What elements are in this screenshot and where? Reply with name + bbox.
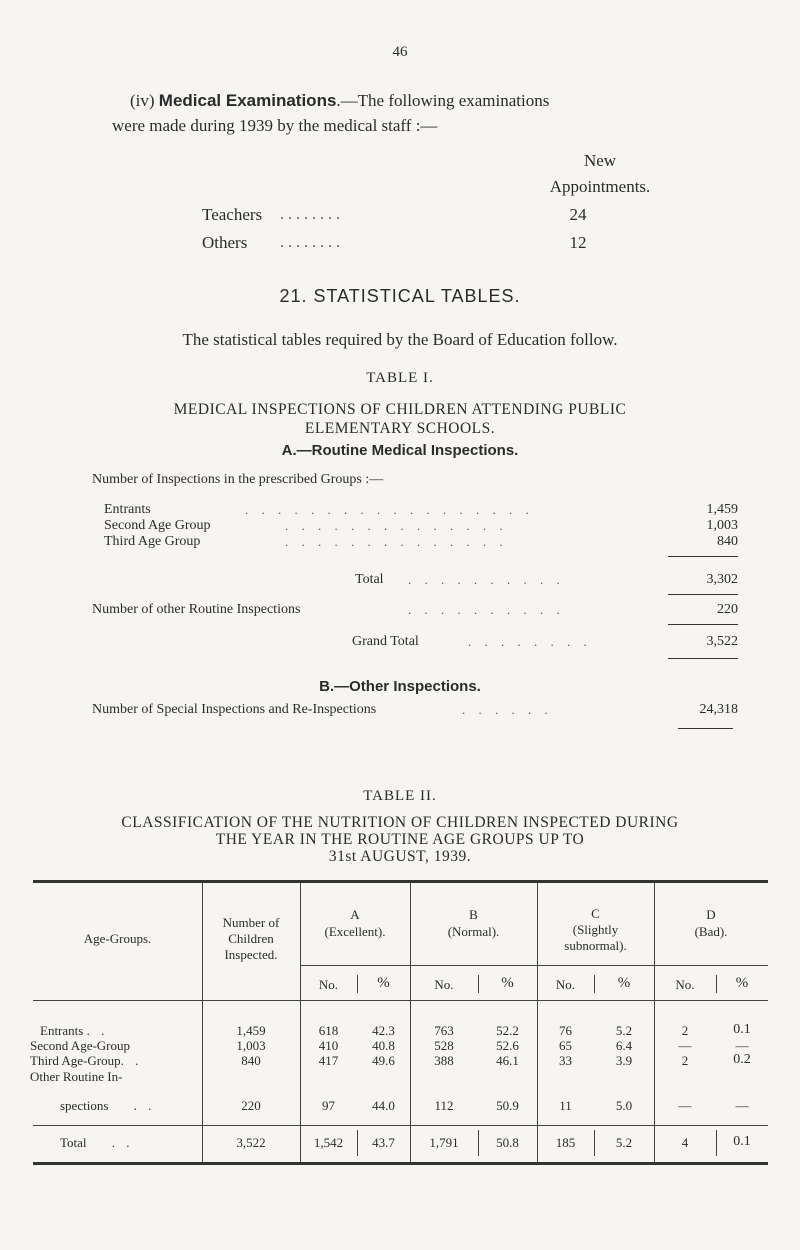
table2-total-inspected: 3,522 bbox=[236, 1135, 266, 1150]
table2-cell-inspected: 1,003 bbox=[236, 1038, 266, 1053]
table2-header-number-l3: Inspected. bbox=[224, 947, 278, 962]
table2-cell-d-pct: — bbox=[735, 1098, 749, 1113]
table2-cell-d-no: 2 bbox=[681, 1023, 689, 1038]
table2-label: TABLE II. bbox=[363, 788, 437, 804]
table2-cell-d-no: — bbox=[678, 1098, 692, 1113]
table2-subheader-rule bbox=[300, 965, 768, 966]
table2-header-number bbox=[202, 915, 300, 963]
intro-lead: (iv) bbox=[130, 91, 159, 110]
table2-cell-d-pct: 0.1 bbox=[733, 1022, 751, 1037]
table2-cell-c-no: 65 bbox=[559, 1038, 572, 1053]
table2-cell-a-pct: 42.3 bbox=[372, 1023, 395, 1038]
table1-grand-label: Grand Total bbox=[352, 634, 419, 649]
table2-cell-c-pct: 3.9 bbox=[615, 1053, 633, 1068]
table2-cell-d-no: 2 bbox=[681, 1053, 689, 1068]
table1-row-value-third: 840 bbox=[717, 534, 738, 549]
table1-intro: Number of Inspections in the prescribed Groups :— bbox=[92, 472, 384, 487]
table2-cell-a-no: 618 bbox=[318, 1023, 339, 1038]
table1-special-label: Number of Special Inspections and Re-Inspections bbox=[92, 702, 377, 717]
appointments-header-line1: New bbox=[583, 151, 617, 170]
table2-total-label: Total . . bbox=[60, 1135, 134, 1150]
table1-row-dots-third: . . . . . . . . . . . . . . bbox=[285, 534, 508, 549]
table2-top-rule bbox=[33, 880, 768, 883]
table2-header-number-l1: Number of bbox=[222, 915, 280, 930]
table2-header-age-groups: Age-Groups. bbox=[83, 931, 152, 946]
table1-other-value: 220 bbox=[717, 602, 738, 617]
table1-grand-value: 3,522 bbox=[706, 634, 738, 649]
page-number: 46 bbox=[392, 44, 408, 60]
table1-grand-dots: . . . . . . . . bbox=[468, 634, 592, 649]
table2-header-c-l2: (Slightly bbox=[572, 922, 619, 937]
table2-cell-a-no: 97 bbox=[322, 1098, 335, 1113]
table2-total-b-pct: 50.8 bbox=[496, 1135, 519, 1150]
table2-cell-c-pct: 5.0 bbox=[615, 1098, 633, 1113]
table2-cell-b-pct: 50.9 bbox=[496, 1098, 519, 1113]
table2-bottom-rule bbox=[33, 1162, 768, 1165]
table1-special-dots: . . . . . . bbox=[462, 702, 553, 717]
table2-cell-b-pct: 52.2 bbox=[496, 1023, 519, 1038]
table2-header-b-no: No. bbox=[434, 977, 454, 992]
table2-cell-a-pct: 40.8 bbox=[372, 1038, 395, 1053]
table2-total-c-pct: 5.2 bbox=[615, 1135, 633, 1150]
table2-title-line3: 31st AUGUST, 1939. bbox=[328, 848, 472, 865]
table2-cell-b-no: 388 bbox=[434, 1053, 454, 1068]
table2-cell-a-pct: 49.6 bbox=[372, 1053, 395, 1068]
table2-header-b bbox=[410, 906, 537, 940]
appointments-header bbox=[520, 148, 680, 200]
section-title: 21. STATISTICAL TABLES. bbox=[279, 286, 521, 306]
table1-row-value-entrants: 1,459 bbox=[706, 502, 738, 517]
table2-total-b-no: 1,791 bbox=[429, 1135, 459, 1150]
table1-rule bbox=[668, 624, 738, 625]
table1-row-label-third: Third Age Group bbox=[104, 534, 201, 549]
appointments-dots-teachers: . . . . . . . . bbox=[280, 206, 340, 223]
table1-total-dots: . . . . . . . . . . bbox=[408, 572, 565, 587]
table2-header-a-l1: A bbox=[350, 907, 360, 922]
table2-cell-c-no: 11 bbox=[559, 1098, 572, 1113]
table2-cell-c-no: 76 bbox=[559, 1023, 572, 1038]
table2-header-c-no: No. bbox=[555, 977, 576, 992]
table2-header-c-pct: % bbox=[617, 975, 631, 991]
table2-cell-a-pct: 44.0 bbox=[372, 1098, 395, 1113]
table2-header-d bbox=[654, 906, 768, 940]
table1-total-value: 3,302 bbox=[706, 572, 738, 587]
table2-header-c-l1: C bbox=[591, 906, 600, 921]
table1-row-value-second: 1,003 bbox=[706, 518, 738, 533]
table1-other-label: Number of other Routine Inspections bbox=[92, 602, 301, 617]
table2-title bbox=[0, 814, 800, 865]
table1-rule bbox=[668, 556, 738, 557]
table1-other-dots: . . . . . . . . . . bbox=[408, 602, 565, 617]
table2-row-label: Second Age-Group bbox=[30, 1038, 131, 1053]
intro-line-2: were made during 1939 by the medical staff :— bbox=[112, 116, 438, 135]
appointments-label-teachers: Teachers bbox=[202, 205, 263, 224]
table1-label: TABLE I. bbox=[366, 370, 434, 386]
table2-row-label: Other Routine In- bbox=[30, 1069, 123, 1084]
table1-part-b-heading: B.—Other Inspections. bbox=[319, 678, 481, 695]
table2-header-d-l1: D bbox=[706, 907, 716, 922]
intro-line1-rest: .—The following examinations bbox=[336, 91, 550, 110]
intro-line-1 bbox=[130, 88, 730, 113]
table2-header-c-l3: subnormal). bbox=[564, 938, 627, 953]
table1-row-label-second: Second Age Group bbox=[104, 518, 211, 533]
table2-cell-b-pct: 46.1 bbox=[496, 1053, 519, 1068]
table2-cell-inspected: 1,459 bbox=[236, 1023, 266, 1038]
table2-header-a-pct: % bbox=[377, 975, 390, 991]
appointments-value-teachers: 24 bbox=[569, 205, 587, 224]
table1-part-a-heading: A.—Routine Medical Inspections. bbox=[281, 442, 519, 459]
table2-cell-a-no: 417 bbox=[318, 1053, 339, 1068]
table2-total-a-no: 1,542 bbox=[313, 1135, 344, 1150]
table2-header-a bbox=[300, 906, 410, 940]
table2-row-label: Third Age-Group. . bbox=[30, 1053, 143, 1068]
table1-rule bbox=[668, 658, 738, 659]
table2-cell-c-no: 33 bbox=[559, 1053, 572, 1068]
table2-total-d-pct: 0.1 bbox=[733, 1134, 751, 1149]
table2-header-number-l2: Children bbox=[228, 931, 274, 946]
table2-header-d-no: No. bbox=[675, 977, 695, 992]
table1-special-value: 24,318 bbox=[699, 702, 738, 717]
table2-cell-b-no: 528 bbox=[434, 1038, 454, 1053]
table2-total-a-pct: 43.7 bbox=[372, 1135, 395, 1150]
table2-header-a-no: No. bbox=[318, 977, 339, 992]
table2-row-label-continued: spections . . bbox=[60, 1098, 156, 1113]
table1-title bbox=[0, 400, 800, 438]
table2-header-bottom-rule bbox=[33, 1000, 768, 1001]
table2-header-c bbox=[537, 906, 654, 954]
table1-rule bbox=[678, 728, 733, 729]
table2-cell-d-no: — bbox=[678, 1038, 692, 1053]
table1-total-label: Total bbox=[355, 572, 384, 587]
table2-cell-b-no: 763 bbox=[434, 1023, 454, 1038]
table1-title-line2: ELEMENTARY SCHOOLS. bbox=[304, 420, 496, 437]
table2-cell-a-no: 410 bbox=[318, 1038, 339, 1053]
table2-cell-inspected: 220 bbox=[241, 1098, 261, 1113]
table2-cell-inspected: 840 bbox=[241, 1053, 261, 1068]
table2-header-d-pct: % bbox=[735, 975, 749, 991]
table1-row-dots-second: . . . . . . . . . . . . . . bbox=[285, 518, 508, 533]
table2-cell-d-pct: 0.2 bbox=[733, 1052, 751, 1067]
table2-total-d-no: 4 bbox=[681, 1135, 689, 1150]
table2-cell-b-no: 112 bbox=[434, 1098, 454, 1113]
intro-heading: Medical Examinations bbox=[158, 91, 337, 110]
table2-row-label: Entrants . . bbox=[40, 1023, 109, 1038]
table1-row-label-entrants: Entrants bbox=[104, 502, 151, 517]
appointments-header-line2: Appointments. bbox=[549, 177, 651, 196]
table2-header-b-l1: B bbox=[469, 907, 478, 922]
table2-header-a-l2: (Excellent). bbox=[324, 924, 386, 939]
table2-header-d-l2: (Bad). bbox=[694, 924, 728, 939]
table1-title-line1: MEDICAL INSPECTIONS OF CHILDREN ATTENDING PUBLIC bbox=[173, 401, 627, 418]
table2-total-rule bbox=[33, 1125, 768, 1126]
table1-row-dots-entrants: . . . . . . . . . . . . . . . . . . bbox=[245, 502, 534, 517]
appointments-label-others: Others bbox=[202, 233, 248, 252]
table2-title-line2: THE YEAR IN THE ROUTINE AGE GROUPS UP TO bbox=[215, 831, 585, 848]
table2-cell-c-pct: 5.2 bbox=[615, 1023, 633, 1038]
table2-title-line1: CLASSIFICATION OF THE NUTRITION OF CHILDREN INSPECTED DURING bbox=[121, 814, 679, 831]
section-subtitle: The statistical tables required by the Board of Education follow. bbox=[182, 330, 618, 349]
appointments-dots-others: . . . . . . . . bbox=[280, 234, 340, 251]
table2-cell-b-pct: 52.6 bbox=[496, 1038, 519, 1053]
appointments-value-others: 12 bbox=[569, 233, 587, 252]
table1-rule bbox=[668, 594, 738, 595]
table2-total-c-no: 185 bbox=[555, 1135, 576, 1150]
table2-header-b-pct: % bbox=[501, 975, 514, 991]
table2-header-b-l2: (Normal). bbox=[447, 924, 500, 939]
table2-cell-d-pct: — bbox=[735, 1038, 749, 1053]
table2-cell-c-pct: 6.4 bbox=[615, 1038, 633, 1053]
